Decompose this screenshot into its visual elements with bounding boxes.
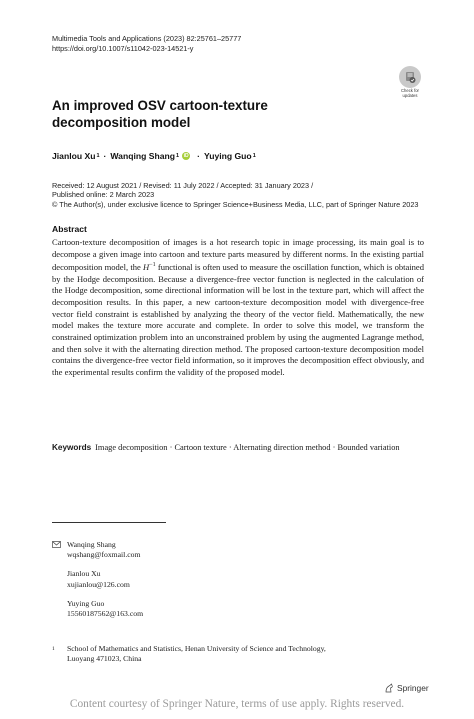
check-updates-label-1: Check for bbox=[401, 88, 419, 93]
h-exponent: −1 bbox=[149, 262, 156, 269]
affiliation-line-1: School of Mathematics and Statistics, Henan University of Science and Technology, bbox=[67, 644, 326, 653]
springer-horse-icon bbox=[384, 683, 394, 693]
author-affil-marker: 1 bbox=[176, 153, 180, 159]
affiliation-number: 1 bbox=[52, 646, 55, 652]
h-symbol: H bbox=[143, 262, 150, 273]
springer-logo bbox=[384, 683, 429, 693]
keywords-list: Image decomposition · Cartoon texture · Alternating direction method · Bounded variation bbox=[95, 443, 400, 452]
keywords-section bbox=[52, 442, 424, 454]
title-line-2: decomposition model bbox=[52, 114, 191, 130]
contact-name: Yuying Guo bbox=[67, 598, 105, 608]
check-for-updates-badge[interactable] bbox=[396, 66, 424, 99]
abstract-heading: Abstract bbox=[52, 224, 87, 234]
contact-email[interactable]: xujianlou@126.com bbox=[67, 579, 130, 589]
affiliation bbox=[52, 644, 382, 665]
journal-citation bbox=[52, 34, 241, 54]
check-updates-label-2: updates bbox=[402, 92, 418, 98]
corresponding-contacts bbox=[52, 540, 143, 619]
author-name[interactable]: Wanqing Shang bbox=[110, 151, 175, 161]
author-affil-marker: 1 bbox=[252, 153, 256, 159]
footnote-divider bbox=[52, 522, 166, 523]
publisher-name: Springer bbox=[397, 683, 429, 693]
abstract-body bbox=[52, 237, 424, 379]
courtesy-notice: Content courtesy of Springer Nature, terms of use apply. Rights reserved. bbox=[69, 698, 405, 710]
publication-history bbox=[52, 181, 418, 209]
author-separator: · bbox=[197, 151, 200, 161]
title-line-1: An improved OSV cartoon-texture bbox=[52, 98, 268, 113]
affiliation-line-2: Luoyang 471023, China bbox=[67, 654, 142, 664]
author-name[interactable]: Yuying Guo bbox=[203, 151, 252, 161]
author-affil-marker: 1 bbox=[96, 153, 100, 159]
author-name[interactable]: Jianlou Xu bbox=[52, 151, 96, 161]
contact-name-row bbox=[52, 540, 143, 550]
contact-email[interactable]: 15560187562@163.com bbox=[67, 609, 144, 619]
journal-line: Multimedia Tools and Applications (2023) 82:25761–25777 bbox=[52, 34, 242, 43]
keywords-heading: Keywords bbox=[52, 443, 92, 452]
check-updates-icon bbox=[399, 66, 421, 88]
orcid-icon[interactable]: iD bbox=[183, 153, 189, 159]
dates-line: Received: 12 August 2021 / Revised: 11 July 2022 / Accepted: 31 January 2023 / bbox=[52, 181, 314, 190]
article-title bbox=[52, 98, 352, 131]
mail-icon bbox=[52, 541, 61, 548]
contact-name: Wanqing Shang bbox=[67, 540, 116, 549]
author-list bbox=[52, 151, 256, 161]
contact-email[interactable]: wqshang@foxmail.com bbox=[67, 550, 141, 560]
published-line: Published online: 2 March 2023 bbox=[52, 190, 155, 200]
doi-link[interactable]: https://doi.org/10.1007/s11042-023-14521-y bbox=[52, 44, 194, 53]
abstract-text-part-1: Cartoon-texture decomposition of images is a hot research topic in image processing, its main goal is to decompose a given image into cartoon and texture parts measured by different norms. In the existing partial decomposition model, the bbox=[52, 237, 424, 273]
contact-name: Jianlou Xu bbox=[67, 569, 101, 579]
author-separator: · bbox=[103, 151, 107, 161]
abstract-text-part-2: functional is often used to measure the oscillation function, which is obtained by the Hodge decomposition. Because a divergence-free vector function is neglected in the calculation of the Hodge decomposition, some directional information will be lost in the texture part, which will affect the decomposition results. In this paper, a new cartoon-texture decomposition model with divergence-free vector field constraint is established by analyzing the theory of the vector field. Mathematically, the new model makes the texture more accurate and complete. In order to solve this model, we transform the constrained optimization problem into an unconstrained problem by using the augmented Lagrange method, and then solve it with the alternating direction method. The proposed cartoon-texture decomposition model contains the divergence-free vector field information, so it improves the decomposition effect obviously, and the experimental results confirm the validity of the proposed model. bbox=[52, 262, 424, 378]
copyright-line: © The Author(s), under exclusive licence to Springer Science+Business Media, LLC, part of Springer Nature 2023 bbox=[52, 199, 419, 209]
